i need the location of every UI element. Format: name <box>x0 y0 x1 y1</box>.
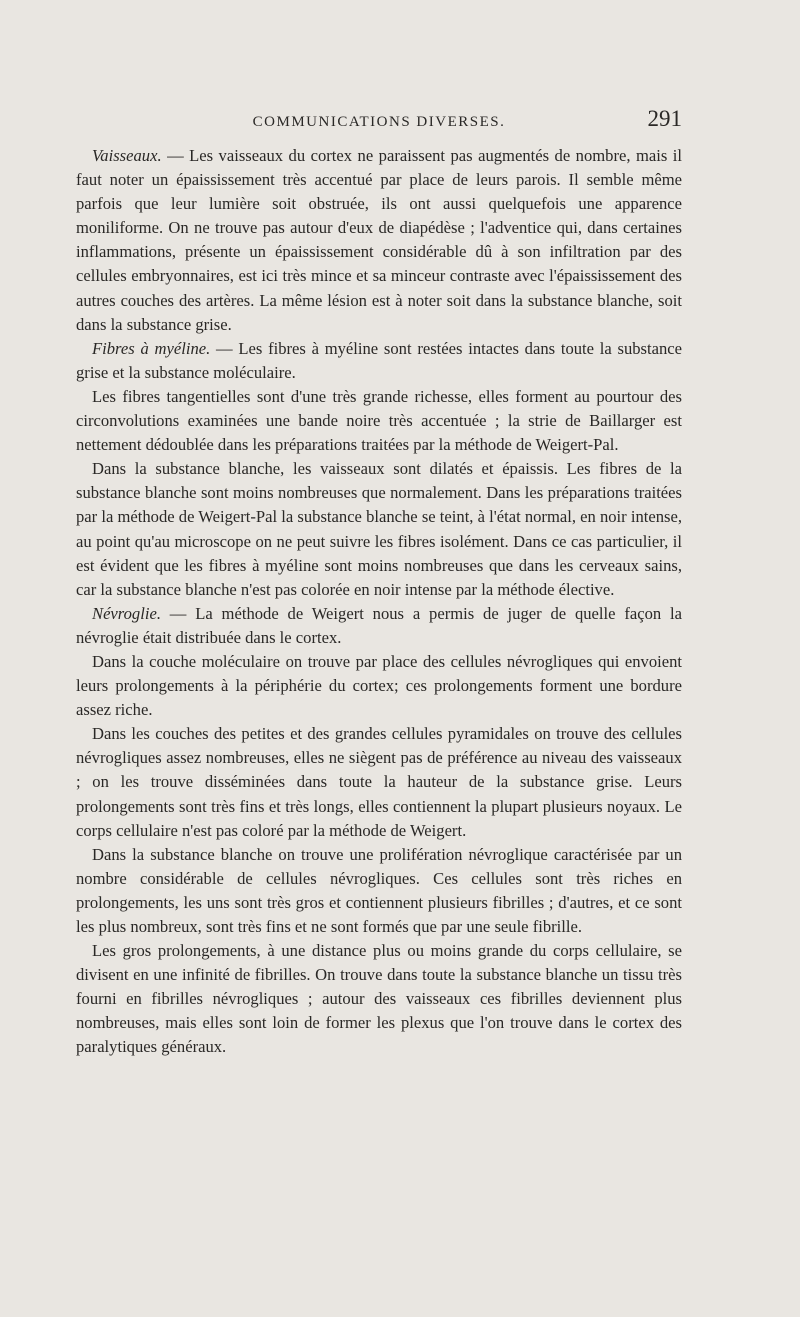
page-number: 291 <box>647 106 682 131</box>
running-title: COMMUNICATIONS DIVERSES. <box>252 114 506 130</box>
paragraph <box>76 457 682 602</box>
running-header <box>76 106 682 138</box>
paragraph-text: Les fibres tangentielles sont d'une très grande richesse, elles forment au pourtour des circonvolutions examinées une bande noire très accentuée ; la strie de Baillarger est nettement dédoublée dans les préparations traitées par la méthode de Weigert-Pal. <box>76 386 682 455</box>
paragraph-text: — Les vaisseaux du cortex ne paraissent pas augmentés de nombre, mais il faut noter un épaississement très accentué par place de leurs parois. Il semble même parfois que leur lumière soit obstruée, ils ont aussi quelquefois une apparence moniliforme. On ne trouve pas autour d'eux de diapédèse ; l'adventice qui, dans certaines inflammations, présente un épaississement considérable dû à son infiltration par des cellules embryonnaires, est ici très mince et sa minceur contraste avec l'épaississement des autres couches des artères. La même lésion est à noter soit dans la substance blanche, soit dans la substance grise. <box>76 146 682 334</box>
paragraph-fibres-myeline <box>76 337 682 385</box>
paragraph <box>76 722 682 842</box>
section-lead-vaisseaux: Vaisseaux. <box>92 146 162 165</box>
paragraph-nevroglie <box>76 602 682 650</box>
body-text <box>76 144 682 1060</box>
paragraph-text: Dans la substance blanche on trouve une prolifération névroglique caractérisée par un nombre considérable de cellules névrogliques. Ces cellules sont très riches en prolongements, les uns sont très gros et contiennent plusieurs fibrilles ; d'autres, et ce sont les plus nombreux, sont très fins et ne sont formés que par une seule fibrille. <box>76 844 682 936</box>
paragraph-vaisseaux <box>76 144 682 337</box>
paragraph <box>76 385 682 457</box>
paragraph-text: Dans la substance blanche, les vaisseaux sont dilatés et épaissis. Les fibres de la substance blanche sont moins nombreuses que normalement. Dans les préparations traitées par la méthode de Weigert-Pal la substance blanche se teint, à l'état normal, en noir intense, au point qu'au microscope on ne peut suivre les fibres isolément. Dans ce cas particulier, il est évident que les fibres à myéline sont moins nombreuses que dans les cerveaux sains, car la substance blanche n'est pas colorée en noir intense par la méthode élective. <box>76 459 682 599</box>
paragraph-text: Dans la couche moléculaire on trouve par place des cellules névrogliques qui envoient leurs prolongements à la périphérie du cortex; ces prolongements forment une bordure assez riche. <box>76 651 682 720</box>
paragraph-text: — Les fibres à myéline sont restées intactes dans toute la substance grise et la substance moléculaire. <box>76 338 683 382</box>
paragraph-text: — La méthode de Weigert nous a permis de juger de quelle façon la névroglie était distribuée dans le cortex. <box>76 603 682 647</box>
section-lead-nevroglie: Névroglie. <box>92 603 161 623</box>
paragraph <box>76 843 682 939</box>
section-lead-fibres-myeline: Fibres à myéline. <box>92 338 211 358</box>
paragraph <box>76 939 682 1059</box>
paragraph <box>76 650 682 722</box>
paragraph-text: Dans les couches des petites et des grandes cellules pyramidales on trouve des cellules névrogliques assez nombreuses, elles ne siègent pas de préférence au niveau des vaisseaux ; on les trouve disséminées dans toute la hauteur de la substance grise. Leurs prolongements sont très fins et très longs, elles contiennent la plupart plusieurs noyaux. Le corps cellulaire n'est pas coloré par la méthode de Weigert. <box>76 724 682 840</box>
paragraph-text: Les gros prolongements, à une distance plus ou moins grande du corps cellulaire, se divisent en une infinité de fibrilles. On trouve dans toute la substance blanche un tissu très fourni en fibrilles névrogliques ; autour des vaisseaux ces fibrilles deviennent plus nombreuses, mais elles sont loin de former les plexus que l'on trouve dans le cortex des paralytiques généraux. <box>76 941 682 1057</box>
